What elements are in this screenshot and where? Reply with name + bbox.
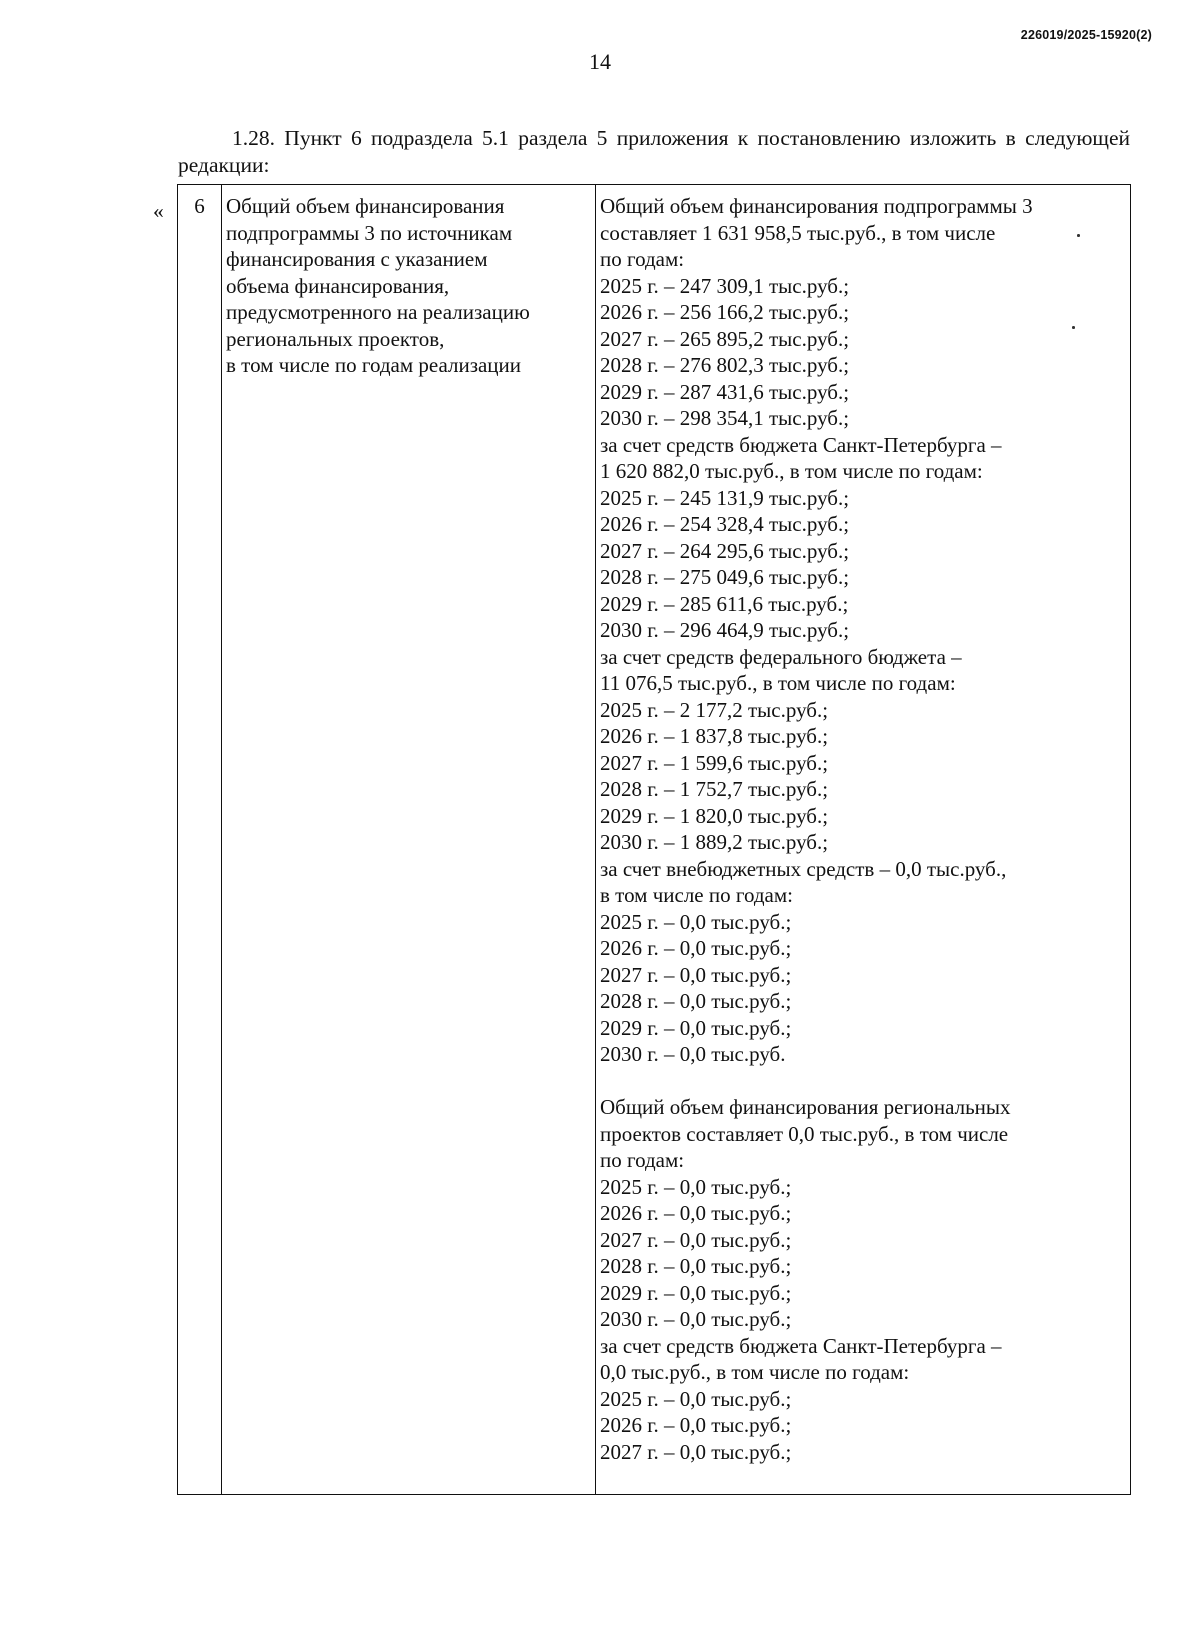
value-line: за счет средств федерального бюджета –	[600, 644, 962, 669]
value-line: 2029 г. – 0,0 тыс.руб.;	[600, 1015, 792, 1040]
label-line: объема финансирования,	[226, 273, 450, 298]
value-line: 2025 г. – 247 309,1 тыс.руб.;	[600, 273, 850, 298]
value-line: 2028 г. – 0,0 тыс.руб.;	[600, 1254, 792, 1278]
value-line: 2026 г. – 1 837,8 тыс.руб.;	[600, 724, 829, 748]
value-line: 2025 г. – 0,0 тыс.руб.;	[600, 1386, 792, 1411]
value-line: 2030 г. – 0,0 тыс.руб.	[600, 1042, 786, 1066]
value-line: 2027 г. – 265 895,2 тыс.руб.;	[600, 326, 850, 351]
value-line: по годам:	[600, 247, 685, 271]
row-label-cell	[222, 185, 596, 1495]
scan-speck	[1077, 234, 1080, 237]
value-line: 2025 г. – 0,0 тыс.руб.;	[600, 909, 792, 934]
value-line: 2028 г. – 1 752,7 тыс.руб.;	[600, 777, 829, 801]
value-line: 2028 г. – 275 049,6 тыс.руб.;	[600, 565, 850, 589]
value-line: 2029 г. – 1 820,0 тыс.руб.;	[600, 803, 829, 828]
value-line: проектов составляет 0,0 тыс.руб., в том числе	[600, 1121, 1009, 1146]
subprogram-financing-block	[600, 193, 1126, 1068]
value-line: в том числе по годам:	[600, 883, 793, 907]
label-line: подпрограммы 3 по источникам	[226, 220, 513, 245]
value-line: 2027 г. – 0,0 тыс.руб.;	[600, 1439, 792, 1464]
value-line: 2025 г. – 245 131,9 тыс.руб.;	[600, 485, 850, 510]
value-line: Общий объем финансирования региональных	[600, 1095, 1011, 1119]
value-line: 2025 г. – 0,0 тыс.руб.;	[600, 1174, 792, 1199]
value-line: 2025 г. – 2 177,2 тыс.руб.;	[600, 697, 829, 722]
block-spacer	[600, 1068, 1126, 1095]
document-registration-code: 226019/2025-15920(2)	[1020, 28, 1152, 42]
value-line: 2027 г. – 0,0 тыс.руб.;	[600, 962, 792, 987]
value-line: 2027 г. – 0,0 тыс.руб.;	[600, 1227, 792, 1252]
value-line: 2029 г. – 0,0 тыс.руб.;	[600, 1280, 792, 1305]
row-number: 6	[194, 194, 205, 218]
value-line: 2029 г. – 285 611,6 тыс.руб.;	[600, 591, 849, 616]
value-line: 2028 г. – 0,0 тыс.руб.;	[600, 989, 792, 1013]
value-line: 2029 г. – 287 431,6 тыс.руб.;	[600, 379, 850, 404]
label-line: региональных проектов,	[226, 326, 445, 351]
label-line: Общий объем финансирования	[226, 194, 505, 218]
value-line: 2026 г. – 0,0 тыс.руб.;	[600, 1413, 792, 1437]
scan-speck	[1072, 326, 1075, 329]
value-line: Общий объем финансирования подпрограммы 3	[600, 194, 1033, 218]
row-number-cell	[178, 185, 222, 1495]
page-number: 14	[589, 49, 611, 74]
label-line: в том числе по годам реализации	[226, 353, 522, 377]
value-line: 2026 г. – 254 328,4 тыс.руб.;	[600, 512, 850, 536]
value-line: 2028 г. – 276 802,3 тыс.руб.;	[600, 353, 850, 377]
value-line: 1 620 882,0 тыс.руб., в том числе по годам:	[600, 459, 983, 483]
value-line: 2026 г. – 256 166,2 тыс.руб.;	[600, 300, 850, 324]
opening-quote-mark: «	[153, 199, 164, 223]
value-line: 2026 г. – 0,0 тыс.руб.;	[600, 936, 792, 960]
label-line: предусмотренного на реализацию	[226, 300, 530, 324]
value-line: 2026 г. – 0,0 тыс.руб.;	[600, 1201, 792, 1225]
row-value-cell	[596, 185, 1131, 1495]
value-line: по годам:	[600, 1148, 685, 1172]
value-line: 2030 г. – 298 354,1 тыс.руб.;	[600, 406, 850, 430]
value-line: 0,0 тыс.руб., в том числе по годам:	[600, 1360, 910, 1384]
financing-table	[177, 184, 1131, 1495]
value-line: 2030 г. – 0,0 тыс.руб.;	[600, 1307, 792, 1331]
value-line: за счет внебюджетных средств – 0,0 тыс.руб.,	[600, 856, 1007, 881]
value-line: составляет 1 631 958,5 тыс.руб., в том числе	[600, 220, 996, 245]
value-line: за счет средств бюджета Санкт-Петербурга –	[600, 432, 1002, 457]
value-line: 2030 г. – 1 889,2 тыс.руб.;	[600, 830, 829, 854]
regional-projects-financing-block	[600, 1094, 1126, 1465]
value-line: 2027 г. – 1 599,6 тыс.руб.;	[600, 750, 829, 775]
label-line: финансирования с указанием	[226, 247, 488, 271]
value-line: за счет средств бюджета Санкт-Петербурга –	[600, 1333, 1002, 1358]
value-line: 2027 г. – 264 295,6 тыс.руб.;	[600, 538, 850, 563]
table-row	[178, 185, 1131, 1495]
intro-paragraph: 1.28. Пункт 6 подраздела 5.1 раздела 5 приложения к постановлению изложить в следующей редакции:	[178, 125, 1130, 177]
value-line: 11 076,5 тыс.руб., в том числе по годам:	[600, 671, 956, 695]
value-line: 2030 г. – 296 464,9 тыс.руб.;	[600, 618, 850, 642]
